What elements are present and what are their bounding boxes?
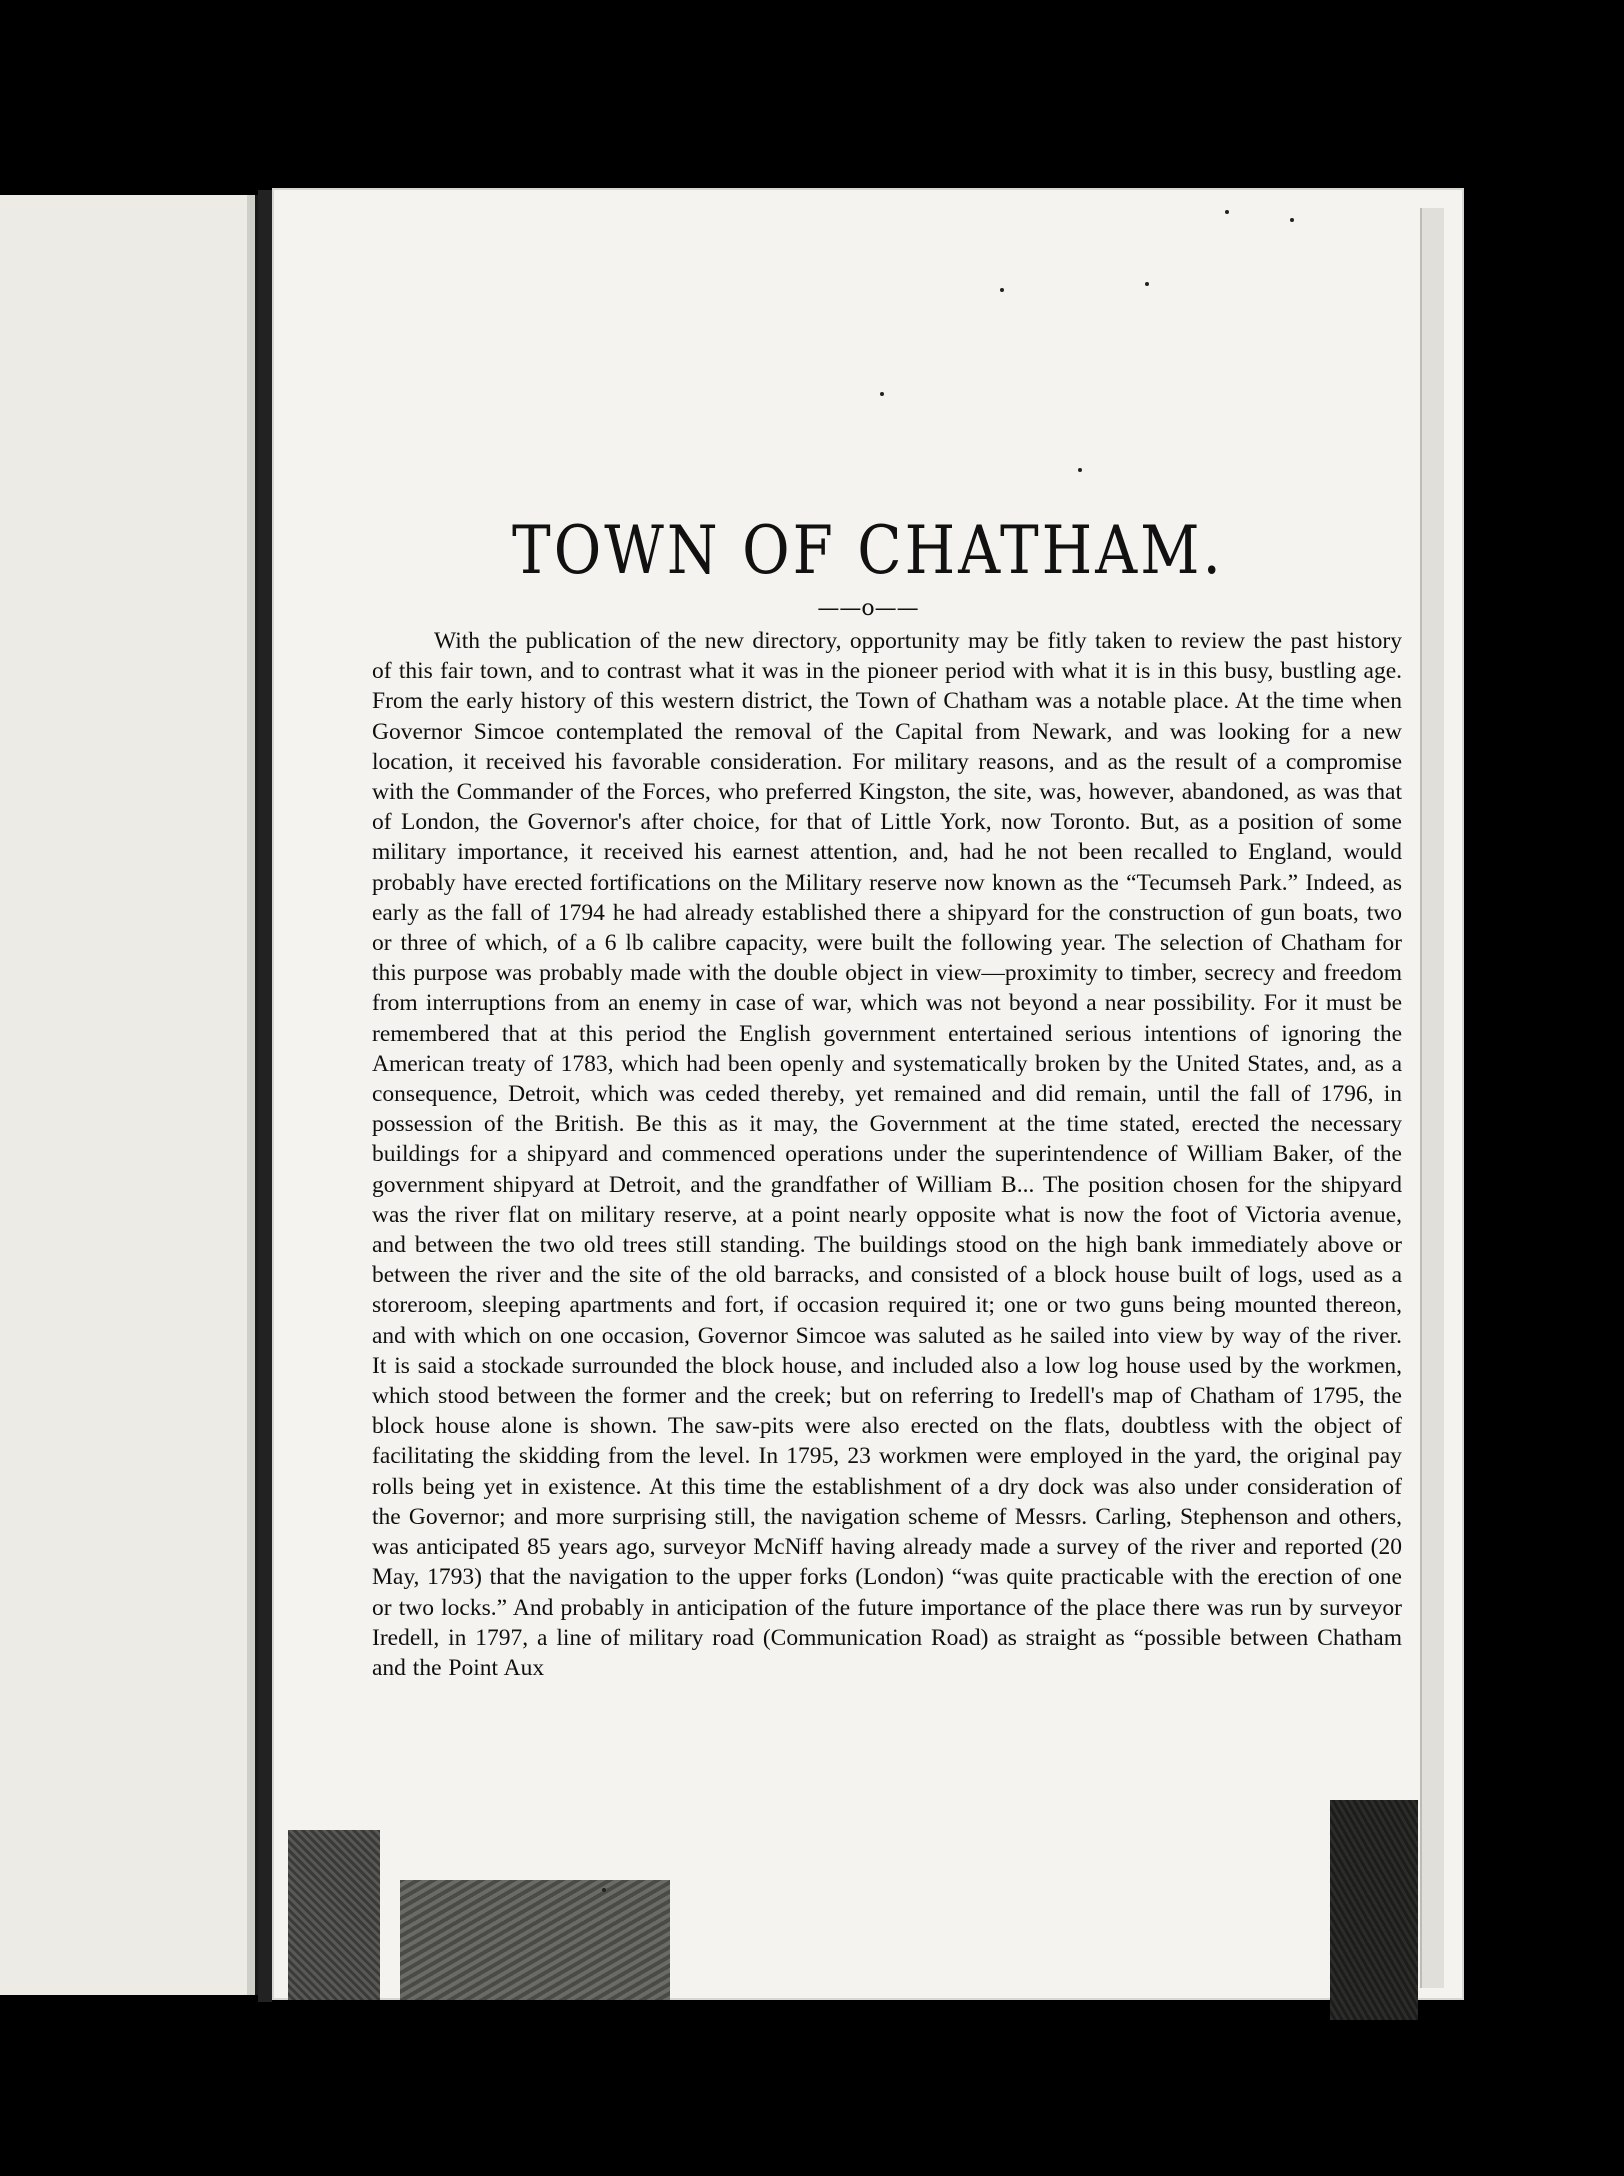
body-paragraph: With the publication of the new directory, opportunity may be fitly taken to review the past history of this fair town, and to contrast what it was in the pioneer period with what it is in this busy, bustling age. From the early history of this western district, the Town of Chatham was a notable place. At the time when Governor Simcoe contemplated the removal of the Capital from Newark, and was looking for a new location, it received his favorable consideration. For military reasons, and as the result of a compromise with the Commander of the Forces, who preferred Kingston, the site, was, however, abandoned, as was that of London, the Governor's after choice, for that of Little York, now Toronto. But, as a position of some military importance, it received his earnest attention, and, had he not been recalled to England, would probably have erected fortifications on the Military reserve now known as the “Tecumseh Park.” Indeed, as early as the fall of 1794 he had already established there a shipyard for the construction of gun boats, two or three of which, of a 6 lb calibre capacity, were built the following year. The selection of Chatham for this purpose was probably made with the double object in view—proximity to timber, secrecy and freedom from interruptions from an enemy in case of war, which was not beyond a near possibility. For it must be remembered that at this period the English government entertained serious intentions of ignoring the American treaty of 1783, which had been openly and systematically broken by the United States, and, as a consequence, Detroit, which was ceded thereby, yet remained and did remain, until the fall of 1796, in possession of the British. Be this as it may, the Government at the time stated, erected the necessary buildings for a shipyard and commenced operations under the superintendence of William Baker, of the government shipyard at Detroit, and the grandfather of William B... The position chosen for the shipyard was the river flat on military reserve, at a point nearly opposite what is now the foot of Victoria avenue, and between the two old trees still standing. The buildings stood on the high bank immediately above or between the river and the site of the old barracks, and consisted of a block house built of logs, used as a storeroom, sleeping apartments and fort, if occasion required it; one or two guns being mounted thereon, and with which on one occasion, Governor Simcoe was saluted as he sailed into view by way of the river. It is said a stockade surrounded the block house, and included also a low log house used by the workmen, which stood between the former and the creek; but on referring to Iredell's map of Chatham of 1795, the block house alone is shown. The saw-pits were also erected on the flats, doubtless with the object of facilitating the skidding from the level. In 1795, 23 workmen were employed in the yard, the original pay rolls being yet in existence. At this time the establishment of a dry dock was also under consideration of the Governor; and more surprising still, the navigation scheme of Messrs. Carling, Stephenson and others, was anticipated 85 years ago, surveyor McNiff having already made a survey of the river and reported (20 May, 1793) that the navigation to the upper forks (London) “was quite practicable with the erection of one or two locks.” And probably in anticipation of the future importance of the place there was run by surveyor Iredell, in 1797, a line of military road (Communication Road) as straight as “possible between Chatham and the Point Aux — [372, 628, 1402, 1681]
book-gutter — [258, 190, 272, 2002]
title-ornament: ——o—— — [817, 596, 919, 621]
page-damage-left — [288, 1830, 380, 2000]
dust-speck — [1078, 468, 1082, 472]
dust-speck — [1225, 210, 1229, 214]
page-right-edge — [1420, 208, 1444, 1988]
page-damage-right — [1330, 1800, 1418, 2020]
dust-speck — [1000, 288, 1004, 292]
left-page-edge — [0, 195, 261, 1995]
page-damage-bottom — [400, 1880, 670, 2000]
page-title: TOWN OF CHATHAM. — [512, 510, 1224, 590]
dust-speck — [1145, 282, 1149, 286]
dust-speck — [880, 392, 884, 396]
dust-speck — [1290, 218, 1294, 222]
book-page — [272, 188, 1464, 2000]
dust-speck — [602, 1888, 606, 1892]
